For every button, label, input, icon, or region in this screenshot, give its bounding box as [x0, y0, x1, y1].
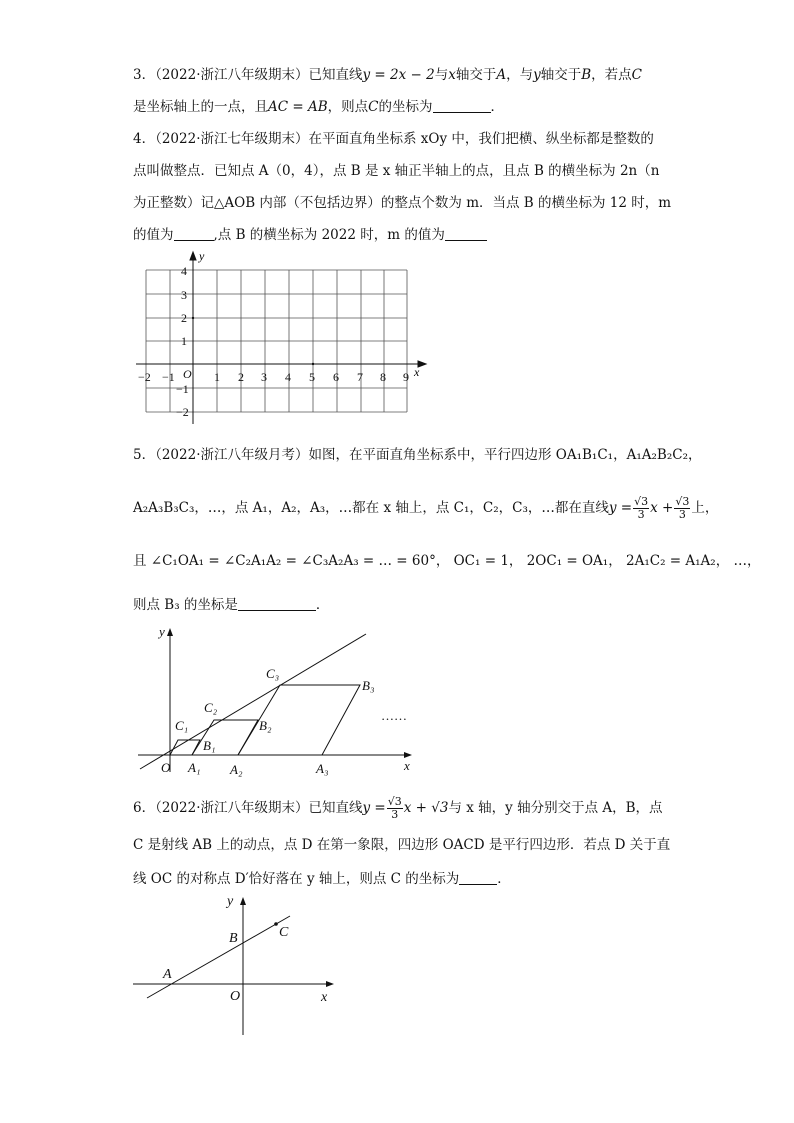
- q4-answer-blank-2[interactable]: [445, 226, 487, 241]
- label-C: C: [279, 925, 289, 940]
- label-B1: B₁: [203, 738, 216, 753]
- q6-line1: 6．（2022·浙江八年级期末）已知直线y = $\frac{√3}{3}$ x + √3与 x 轴，y 轴分别交于点 A，B，点: [133, 795, 663, 821]
- q6-line3: 线 OC 的对称点 D′恰好落在 y 轴上，则点 C 的坐标为 ．: [133, 871, 511, 887]
- label-A2: A₂: [230, 762, 243, 777]
- label-y: y: [227, 894, 234, 909]
- q4-line3: 为正整数）记△AOB 内部（不包括边界）的整点个数为 m．当点 B 的横坐标为 12 时，m: [133, 195, 672, 211]
- x-tick: 9: [403, 370, 409, 384]
- fraction: $\frac{√3}{3}$: [634, 495, 649, 521]
- axes: [136, 252, 426, 424]
- x-tick: 4: [285, 370, 291, 384]
- q6-line2: C 是射线 AB 上的动点，点 D 在第一象限，四边形 OACD 是平行四边形．若点 D 关于直: [133, 837, 671, 853]
- x-tick: 5: [309, 370, 315, 384]
- x-tick: −2: [138, 370, 151, 384]
- q4-line4: 的值为 ,点 B 的横坐标为 2022 时，m 的值为: [133, 220, 673, 250]
- x-tick: 8: [380, 370, 386, 384]
- point-marker: [312, 363, 314, 365]
- ellipsis: ……: [381, 708, 407, 723]
- q3-line2: 是坐标轴上的一点，且AC = AB，则点C的坐标为 ．: [133, 99, 504, 115]
- parallelogram-figure: [130, 620, 430, 780]
- q3-line1: 3．（2022·浙江八年级期末）已知直线y = 2x − 2与x轴交于A，与y轴交于B，若点C: [133, 67, 642, 83]
- label-O: O: [161, 760, 171, 775]
- y-tick: 1: [181, 334, 187, 348]
- y-tick-labels: [176, 264, 189, 419]
- q5-line1: 5．（2022·浙江八年级月考）如图，在平面直角坐标系中，平行四边形 OA₁B₁C₁，A₁A₂B₂C₂，: [133, 447, 702, 463]
- label-B3: B₃: [362, 678, 375, 693]
- y-arrow: [167, 628, 173, 636]
- q6-answer-blank[interactable]: [459, 870, 497, 885]
- label-x: x: [404, 758, 410, 773]
- q5-line4: 则点 B₃ 的坐标是 ．: [133, 597, 330, 613]
- label-O: O: [230, 989, 241, 1004]
- q4-line2: 点叫做整点．已知点 A（0，4），点 B 是 x 轴正半轴上的点，且点 B 的横坐标为 2n（n: [133, 163, 660, 179]
- point-C: [274, 922, 278, 926]
- q5-line3: 且 ∠C₁OA₁ = ∠C₂A₁A₂ = ∠C₃A₂A₃ = … = 60°， OC₁ = 1， 2OC₁ = OA₁， 2A₁C₂ = A₁A₂， …，: [133, 553, 761, 569]
- label-y: y: [159, 624, 165, 639]
- y-arrow: [240, 897, 246, 905]
- label-C1: C₁: [175, 718, 189, 733]
- x-tick: 2: [238, 370, 244, 384]
- q5-line2: A₂A₃B₃C₃，…，点 A₁，A₂，A₃，…都在 x 轴上，点 C₁，C₂，C₃，…都在直线y = $\frac{√3}{3}$ x + $\frac{√3}{3}$ 上，: [133, 495, 719, 521]
- y-tick: −1: [176, 382, 189, 396]
- label-C3: C₃: [266, 666, 280, 681]
- x-tick: 1: [214, 370, 220, 384]
- x-arrow: [326, 981, 334, 987]
- y-axis-label: y: [199, 249, 205, 263]
- y-tick: 2: [181, 311, 187, 325]
- label-A1: A₁: [188, 760, 201, 775]
- x-tick: 7: [357, 370, 363, 384]
- label-A3: A₃: [316, 761, 329, 776]
- line-figure: [130, 890, 340, 1040]
- q3-answer-blank[interactable]: [433, 98, 491, 113]
- x-tick: −1: [162, 370, 175, 384]
- x-axis-label: x: [414, 365, 420, 379]
- grid-figure: [130, 245, 440, 435]
- label-B: B: [229, 931, 238, 946]
- label-C2: C₂: [204, 700, 218, 715]
- q5-answer-blank[interactable]: [238, 596, 316, 611]
- line-AB: [147, 916, 290, 998]
- y-tick: 3: [181, 288, 187, 302]
- y-tick: 4: [181, 264, 187, 278]
- x-tick: O: [183, 367, 192, 381]
- y-tick: −2: [176, 405, 189, 419]
- x-tick: 3: [261, 370, 267, 384]
- q4-answer-blank-1[interactable]: [174, 226, 214, 241]
- label-A: A: [163, 967, 172, 982]
- x-tick: 6: [333, 370, 339, 384]
- label-B2: B₂: [259, 718, 272, 733]
- fraction: $\frac{√3}{3}$: [675, 495, 690, 521]
- point-marker: [192, 317, 194, 319]
- q4-line1: 4．（2022·浙江七年级期末）在平面直角坐标系 xOy 中，我们把横、纵坐标都是整数的: [133, 131, 654, 147]
- fraction: $\frac{√3}{3}$: [387, 795, 402, 821]
- label-x: x: [321, 990, 328, 1005]
